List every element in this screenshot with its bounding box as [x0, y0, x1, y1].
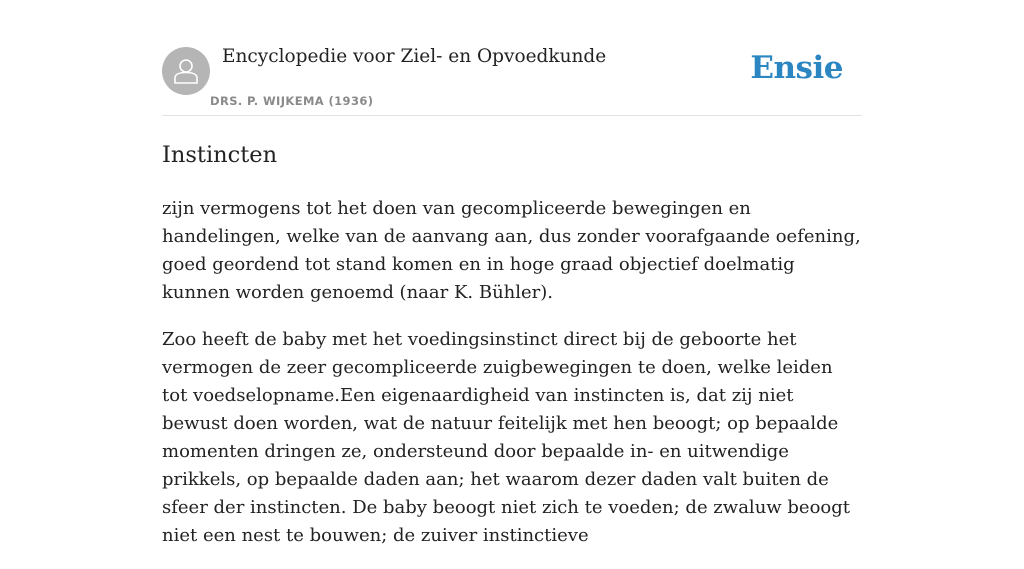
user-icon	[171, 56, 201, 86]
article-paragraph: Zoo heeft de baby met het voedingsinstinct direct bij de geboorte het vermogen de zeer gecompliceerde zuigbewegingen te doen, welke leiden tot voedselopname.Een eigenaardigheid van instincten is, dat zij niet bewust doen worden, wat de natuur feitelijk met hen beoogt; op bepaalde momenten dringen ze, ondersteund door bepaalde in- en uitwendige prikkels, op bepaalde daden aan; het waarom dezer daden valt buiten de sfeer der instincten. De baby beoogt niet zich te voeden; de zwaluw beoogt niet een nest te bouwen; de zuiver instinctieve	[162, 329, 851, 546]
article-paragraph: zijn vermogens tot het doen van gecompliceerde bewegingen en handelingen, welke van de aanvang aan, dus zonder voorafgaande oefening, goed geordend tot stand komen en in hoge graad objectief doelmatig kunnen worden genoemd (naar K. Bühler).	[162, 198, 861, 303]
author-avatar[interactable]	[162, 47, 210, 95]
article-body	[162, 139, 862, 569]
article-header	[162, 0, 862, 116]
author-byline[interactable]: DRS. P. WIJKEMA (1936)	[210, 94, 374, 108]
source-title[interactable]: Encyclopedie voor Ziel- en Opvoedkunde	[222, 46, 607, 67]
article-headword: Instincten	[162, 142, 278, 168]
ensie-logo[interactable]: Ensie	[750, 50, 843, 86]
